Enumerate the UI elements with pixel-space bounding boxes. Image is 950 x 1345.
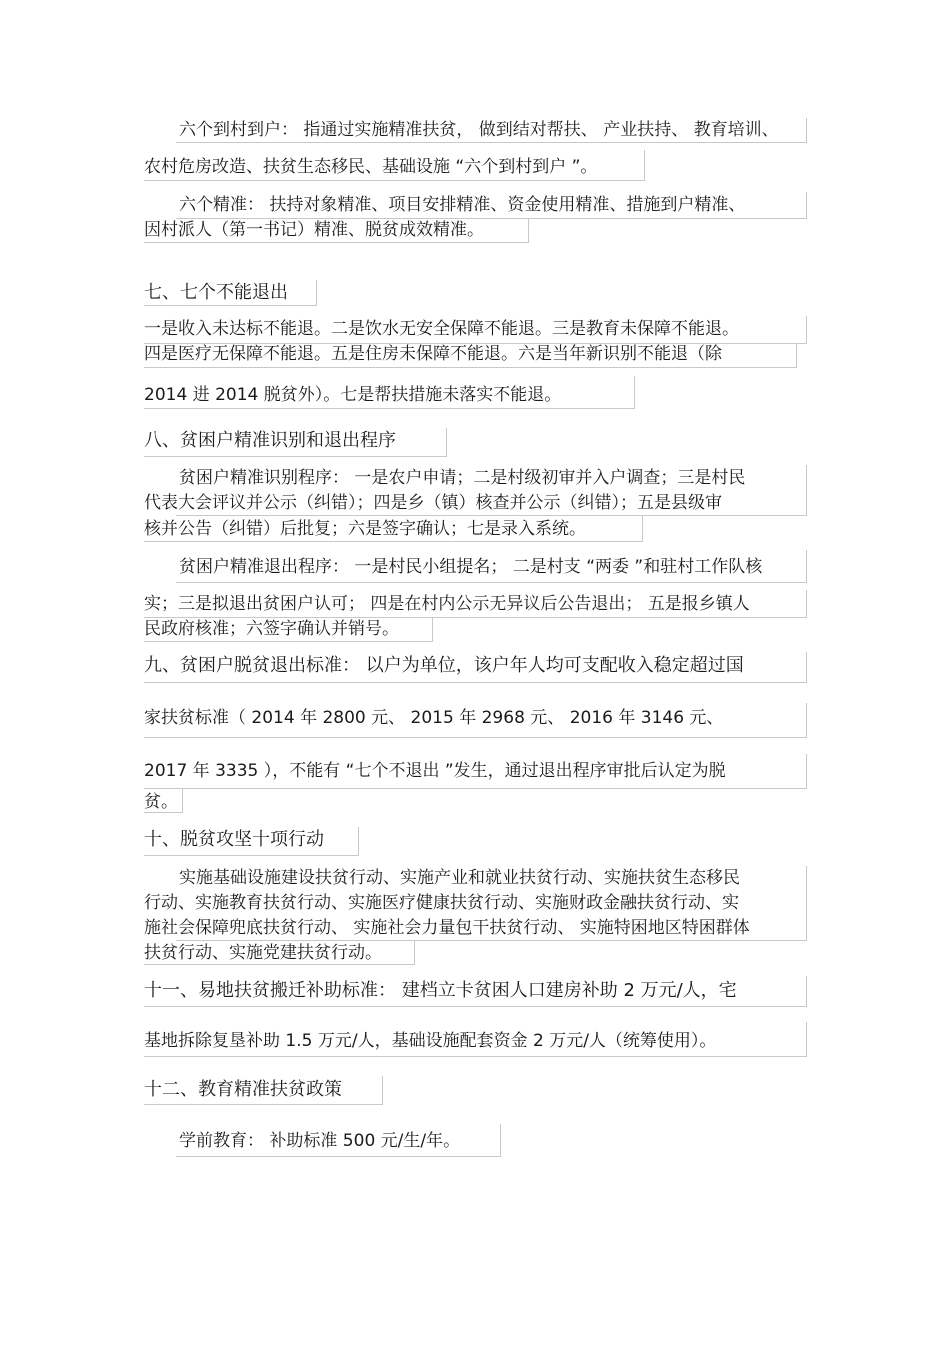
paragraph-line: 扶贫行动、实施党建扶贫行动。 bbox=[144, 943, 382, 963]
section-heading: 八、贫困户精准识别和退出程序 bbox=[144, 430, 396, 451]
section-heading: 七、七个不能退出 bbox=[144, 282, 288, 303]
section-heading: 十二、教育精准扶贫政策 bbox=[144, 1079, 342, 1100]
paragraph-line: 行动、实施教育扶贫行动、实施医疗健康扶贫行动、实施财政金融扶贫行动、实 bbox=[144, 893, 739, 913]
paragraph-line: 家扶贫标准（ 2014 年 2800 元、 2015 年 2968 元、 2016 年 3146 元、 bbox=[144, 708, 724, 728]
paragraph-line: 学前教育： 补助标准 500 元/生/年。 bbox=[179, 1131, 461, 1151]
paragraph-line: 四是医疗无保障不能退。五是住房未保障不能退。六是当年新识别不能退（除 bbox=[144, 344, 722, 364]
paragraph-line: 代表大会评议并公示（纠错）；四是乡（镇）核查并公示（纠错）；五是县级审 bbox=[144, 493, 722, 513]
paragraph-line: 2017 年 3335 ），不能有 “七个不退出 ”发生，通过退出程序审批后认定为脱 bbox=[144, 761, 726, 781]
paragraph-line: 六个到村到户： 指通过实施精准扶贫， 做到结对帮扶、 产业扶持、 教育培训、 bbox=[179, 120, 779, 140]
paragraph-line: 贫困户精准识别程序： 一是农户申请；二是村级初审并入户调查；三是村民 bbox=[179, 468, 746, 488]
paragraph-line: 一是收入未达标不能退。二是饮水无安全保障不能退。三是教育未保障不能退。 bbox=[144, 319, 739, 339]
paragraph-line: 因村派人（第一书记）精准、脱贫成效精准。 bbox=[144, 220, 484, 240]
paragraph-line: 实施基础设施建设扶贫行动、实施产业和就业扶贫行动、实施扶贫生态移民 bbox=[179, 868, 740, 888]
paragraph-line: 六个精准： 扶持对象精准、项目安排精准、资金使用精准、措施到户精准、 bbox=[179, 195, 746, 215]
paragraph-line: 核并公告（纠错）后批复；六是签字确认；七是录入系统。 bbox=[144, 519, 586, 539]
paragraph-line: 2014 进 2014 脱贫外）。七是帮扶措施未落实不能退。 bbox=[144, 385, 562, 405]
section-heading: 十、脱贫攻坚十项行动 bbox=[144, 829, 324, 850]
section-heading: 九、贫困户脱贫退出标准： 以户为单位，该户年人均可支配收入稳定超过国 bbox=[144, 655, 744, 676]
paragraph-line: 农村危房改造、扶贫生态移民、基础设施 “六个到村到户 ”。 bbox=[144, 157, 598, 177]
paragraph-line: 民政府核准；六签字确认并销号。 bbox=[144, 619, 399, 639]
paragraph-line: 实；三是拟退出贫困户认可； 四是在村内公示无异议后公告退出； 五是报乡镇人 bbox=[144, 594, 750, 614]
paragraph-line: 贫。 bbox=[144, 792, 178, 812]
paragraph-line: 基地拆除复垦补助 1.5 万元/人，基础设施配套资金 2 万元/人（统筹使用）。 bbox=[144, 1031, 717, 1051]
section-heading: 十一、易地扶贫搬迁补助标准： 建档立卡贫困人口建房补助 2 万元/人，宅 bbox=[144, 980, 737, 1001]
paragraph-line: 贫困户精准退出程序： 一是村民小组提名； 二是村支 “两委 ”和驻村工作队核 bbox=[179, 557, 763, 577]
paragraph-line: 施社会保障兜底扶贫行动、 实施社会力量包干扶贫行动、 实施特困地区特困群体 bbox=[144, 918, 750, 938]
